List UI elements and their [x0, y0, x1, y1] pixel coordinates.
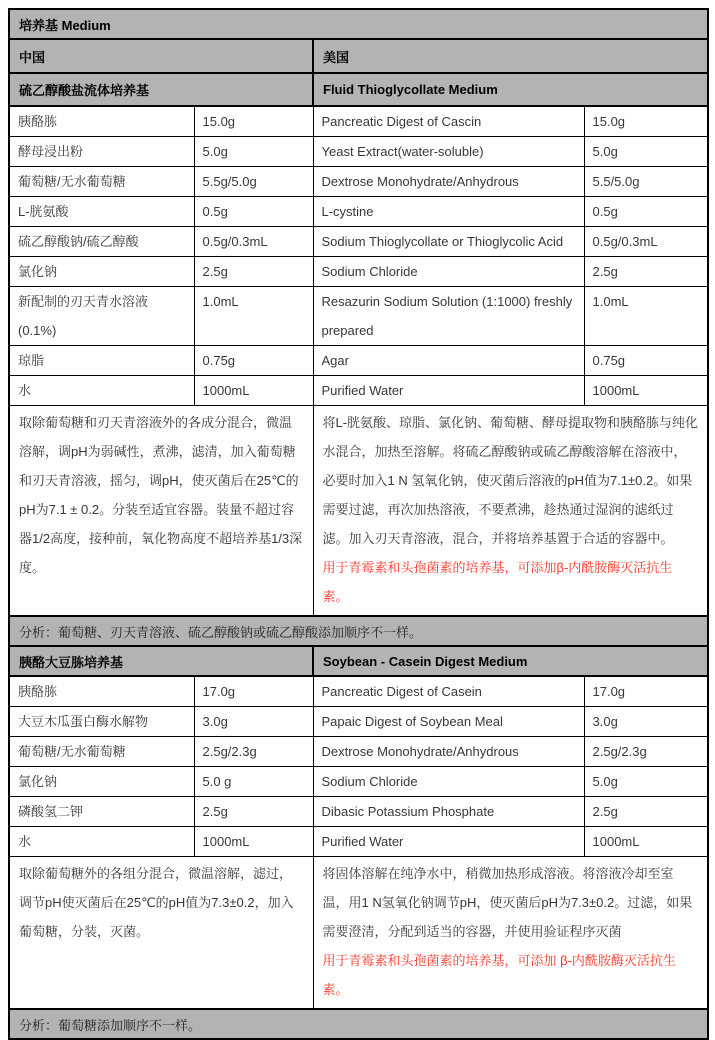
procedure-note: 用于青霉素和头孢菌素的培养基，可添加 β-内酰胺酶灭活抗生素。 [322, 953, 676, 997]
analysis-row [9, 1009, 708, 1039]
procedure-cn: 取除葡萄糖和刃天青溶液外的各成分混合，微温溶解，调pH为弱碱性，煮沸，滤清，加入葡萄糖和刃天青溶液，摇匀，调pH，使灭菌后在25℃的pH为7.1 ± 0.2。分装至适宜容器。装量不超过容器1/2高度，接种前，氧化物高度不超培养基1/3深度。 [9, 406, 313, 617]
ingredient-en: Papaic Digest of Soybean Meal [313, 707, 584, 737]
ingredient-cn: 胰酪胨 [9, 106, 194, 137]
amount-cn: 5.0g [194, 137, 313, 167]
table-row [9, 797, 708, 827]
ingredient-en: Yeast Extract(water-soluble) [313, 137, 584, 167]
amount-cn: 2.5g/2.3g [194, 737, 313, 767]
amount-en: 5.0g [584, 767, 708, 797]
table-row [9, 106, 708, 137]
amount-en: 0.5g/0.3mL [584, 227, 708, 257]
ingredient-en: Dextrose Monohydrate/Anhydrous [313, 167, 584, 197]
amount-en: 2.5g [584, 257, 708, 287]
table-row [9, 137, 708, 167]
procedure-note: 用于青霉素和头孢菌素的培养基，可添加β-内酰胺酶灭活抗生素。 [322, 560, 673, 604]
procedure-en-cell [313, 857, 708, 1010]
procedure-en: 将固体溶解在纯净水中，稍微加热形成溶液。将溶液冷却至室温，用1 N氢氧化钠调节pH，使灭菌后pH为7.3±0.2。过滤，如果需要澄清，分配到适当的容器，并使用验证程序灭菌 [322, 866, 693, 939]
amount-en: 5.0g [584, 137, 708, 167]
amount-en: 1000mL [584, 376, 708, 406]
analysis-text: 分析：葡萄糖、刃天青溶液、硫乙醇酸钠或硫乙醇酸添加顺序不一样。 [9, 616, 708, 646]
amount-cn: 17.0g [194, 676, 313, 707]
table-row [9, 287, 708, 346]
section-title-en: Soybean - Casein Digest Medium [313, 646, 708, 676]
analysis-text: 分析：葡萄糖添加顺序不一样。 [9, 1009, 708, 1039]
table-row [9, 39, 708, 73]
region-us: 美国 [313, 39, 708, 73]
ingredient-cn: 水 [9, 827, 194, 857]
ingredient-en: L-cystine [313, 197, 584, 227]
ingredient-en: Sodium Chloride [313, 257, 584, 287]
table-title: 培养基 Medium [9, 9, 708, 39]
amount-cn: 1.0mL [194, 287, 313, 346]
ingredient-en: Purified Water [313, 376, 584, 406]
amount-en: 15.0g [584, 106, 708, 137]
amount-en: 5.5/5.0g [584, 167, 708, 197]
table-row [9, 707, 708, 737]
ingredient-en: Resazurin Sodium Solution (1:1000) freshly prepared [313, 287, 584, 346]
section-header-row [9, 646, 708, 676]
amount-cn: 5.5g/5.0g [194, 167, 313, 197]
analysis-row [9, 616, 708, 646]
amount-cn: 15.0g [194, 106, 313, 137]
ingredient-cn: 氯化钠 [9, 257, 194, 287]
ingredient-en: Agar [313, 346, 584, 376]
table-row [9, 767, 708, 797]
amount-cn: 2.5g [194, 797, 313, 827]
ingredient-en: Sodium Chloride [313, 767, 584, 797]
medium-comparison-table [8, 8, 709, 1040]
procedure-row [9, 406, 708, 617]
ingredient-cn: 葡萄糖/无水葡萄糖 [9, 167, 194, 197]
table-row [9, 346, 708, 376]
amount-en: 0.75g [584, 346, 708, 376]
ingredient-cn: 硫乙醇酸钠/硫乙醇酸 [9, 227, 194, 257]
ingredient-cn: 磷酸氢二钾 [9, 797, 194, 827]
procedure-row [9, 857, 708, 1010]
section-title-cn: 硫乙醇酸盐流体培养基 [9, 73, 313, 106]
amount-cn: 1000mL [194, 376, 313, 406]
amount-cn: 0.5g [194, 197, 313, 227]
region-cn: 中国 [9, 39, 313, 73]
table-row [9, 257, 708, 287]
amount-cn: 5.0 g [194, 767, 313, 797]
ingredient-en: Sodium Thioglycollate or Thioglycolic Acid [313, 227, 584, 257]
ingredient-cn: 葡萄糖/无水葡萄糖 [9, 737, 194, 767]
table-row [9, 227, 708, 257]
table-row [9, 9, 708, 39]
table-row [9, 827, 708, 857]
section-header-row [9, 73, 708, 106]
ingredient-en: Dextrose Monohydrate/Anhydrous [313, 737, 584, 767]
ingredient-en: Dibasic Potassium Phosphate [313, 797, 584, 827]
amount-cn: 1000mL [194, 827, 313, 857]
amount-en: 1.0mL [584, 287, 708, 346]
procedure-en-cell [313, 406, 708, 617]
ingredient-cn: 大豆木瓜蛋白酶水解物 [9, 707, 194, 737]
amount-cn: 0.75g [194, 346, 313, 376]
amount-en: 3.0g [584, 707, 708, 737]
ingredient-cn: 胰酪胨 [9, 676, 194, 707]
ingredient-en: Pancreatic Digest of Cascin [313, 106, 584, 137]
amount-en: 1000mL [584, 827, 708, 857]
amount-en: 2.5g [584, 797, 708, 827]
ingredient-en: Purified Water [313, 827, 584, 857]
section-title-en: Fluid Thioglycollate Medium [313, 73, 708, 106]
ingredient-cn: 新配制的刃天青水溶液(0.1%) [9, 287, 194, 346]
ingredient-cn: 水 [9, 376, 194, 406]
ingredient-cn: 氯化钠 [9, 767, 194, 797]
table-row [9, 676, 708, 707]
amount-en: 17.0g [584, 676, 708, 707]
table-row [9, 167, 708, 197]
amount-cn: 2.5g [194, 257, 313, 287]
ingredient-cn: L-胱氨酸 [9, 197, 194, 227]
section-title-cn: 胰酪大豆胨培养基 [9, 646, 313, 676]
ingredient-cn: 琼脂 [9, 346, 194, 376]
ingredient-en: Pancreatic Digest of Casein [313, 676, 584, 707]
table-row [9, 376, 708, 406]
amount-cn: 3.0g [194, 707, 313, 737]
amount-en: 2.5g/2.3g [584, 737, 708, 767]
amount-cn: 0.5g/0.3mL [194, 227, 313, 257]
amount-en: 0.5g [584, 197, 708, 227]
table-row [9, 737, 708, 767]
ingredient-cn: 酵母浸出粉 [9, 137, 194, 167]
table-row [9, 197, 708, 227]
procedure-en: 将L-胱氨酸、琼脂、氯化钠、葡萄糖、酵母提取物和胰酪胨与纯化水混合，加热至溶解。将硫乙醇酸钠或硫乙醇酸溶解在溶液中，必要时加入1 N 氢氧化钠，使灭菌后溶液的pH值为7.1±0.2。如果需要过滤，再次加热溶液，不要煮沸，趁热通过湿润的滤纸过滤。加入刃天青溶液，混合，并将培养基置于合适的容器中。 [322, 415, 699, 546]
procedure-cn: 取除葡萄糖外的各组分混合，微温溶解，滤过，调节pH使灭菌后在25℃的pH值为7.3±0.2，加入葡萄糖，分装，灭菌。 [9, 857, 313, 1010]
